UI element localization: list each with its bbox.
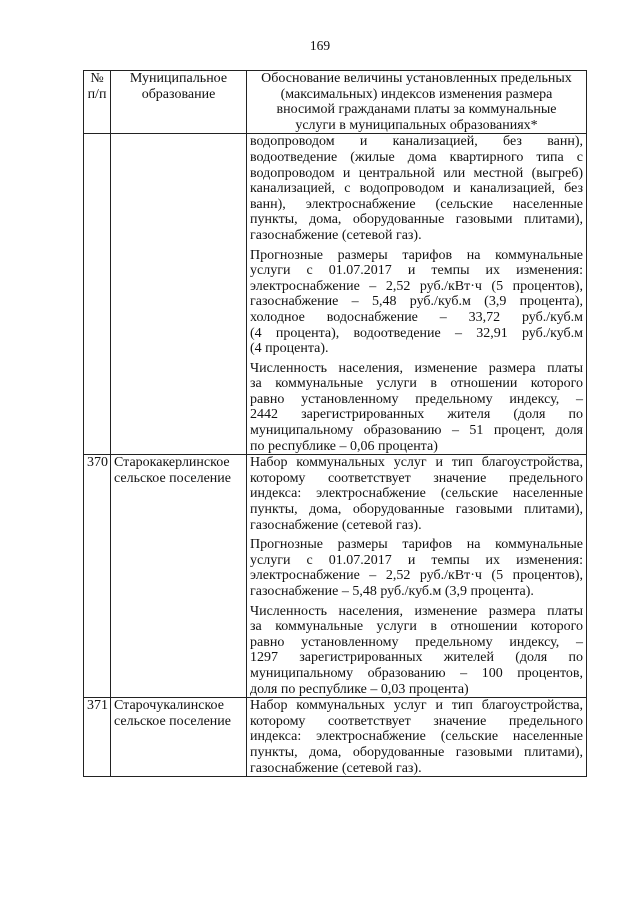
text-line: газоснабжение (сетевой газ).: [250, 517, 422, 533]
municipality-line: Старокакерлинское: [114, 455, 230, 471]
header-num-line-1: №: [90, 71, 104, 86]
text-line: 2442 зарегистрированных жителя (доля по: [250, 407, 583, 423]
table-body: [84, 134, 587, 777]
justification-paragraph: [250, 698, 583, 776]
text-line: электроснабжение – 2,52 руб./кВт·ч (5 процентов),: [250, 568, 583, 584]
header-num: [84, 71, 111, 134]
header-municipality: [111, 71, 247, 134]
justification-text: [247, 134, 587, 455]
page-number: 169: [309, 38, 331, 53]
municipality-name: [111, 698, 247, 777]
text-line: которому соответствует значение предельного: [250, 470, 583, 486]
text-line: индекса: электроснабжение (сельские населенные: [250, 729, 583, 745]
justification-paragraph: [250, 134, 583, 243]
text-line: (4 процента).: [250, 341, 329, 357]
text-line: ванн), электроснабжение (сельские населенные: [250, 196, 583, 212]
header-municipality-line-1: Муниципальное: [129, 71, 228, 86]
text-line: газоснабжение (сетевой газ).: [250, 760, 422, 776]
text-line: холодное водоснабжение – 33,72 руб./куб.м: [250, 309, 583, 325]
text-line: водопроводом и центральной или местной (выгреб): [250, 165, 583, 181]
text-line: водоотведение (жилые дома квартирного типа с: [250, 149, 583, 165]
text-line: Численность населения, изменение размера платы: [250, 360, 583, 376]
text-line: (4 процента), водоотведение – 32,91 руб./куб.м: [250, 325, 583, 341]
text-line: Набор коммунальных услуг и тип благоустройства,: [250, 455, 583, 471]
text-line: газоснабжение – 5,48 руб./куб.м (3,9 процента).: [250, 584, 534, 599]
table-row: [84, 455, 587, 698]
municipality-line: сельское поселение: [114, 470, 231, 486]
text-line: Набор коммунальных услуг и тип благоустройства,: [250, 698, 583, 714]
header-justification: [247, 71, 587, 134]
text-line: пункты, дома, оборудованные газовыми плитами),: [250, 212, 583, 228]
text-line: Численность населения, изменение размера платы: [250, 603, 583, 619]
header-justification-line-4: услуги в муниципальных образованиях*: [295, 117, 538, 133]
text-line: за коммунальные услуги в отношении которого: [250, 619, 583, 635]
text-line: Прогнозные размеры тарифов на коммунальные: [250, 537, 583, 553]
header-num-line-2: п/п: [87, 86, 107, 102]
text-line: по республике – 0,06 процента): [250, 438, 438, 454]
municipality-name: [111, 134, 247, 455]
text-line: муниципальному образованию – 51 процент, доля: [250, 423, 583, 439]
justification-text: [247, 455, 587, 698]
text-line: равно установленному предельному индексу, –: [250, 391, 583, 407]
text-line: муниципальному образованию – 100 процентов,: [250, 665, 583, 681]
text-line: газоснабжение – 5,48 руб./куб.м (3,9 процента),: [250, 294, 583, 310]
text-line: пункты, дома, оборудованные газовыми плитами),: [250, 502, 583, 518]
tariff-index-table: [83, 70, 587, 777]
text-line: равно установленному предельному индексу, –: [250, 634, 583, 650]
header-justification-line-3: вносимой гражданами платы за коммунальные: [276, 102, 557, 118]
justification-paragraph: [250, 455, 583, 533]
justification-paragraph: [250, 361, 583, 455]
text-line: 1297 зарегистрированных жителей (доля по: [250, 650, 583, 666]
justification-paragraph: [250, 248, 583, 357]
table-header-row: [84, 71, 587, 134]
text-line: услуги с 01.07.2017 и темпы их изменения:: [250, 552, 583, 568]
text-line: Прогнозные размеры тарифов на коммунальные: [250, 247, 583, 263]
justification-text: [247, 698, 587, 777]
text-line: за коммунальные услуги в отношении которого: [250, 376, 583, 392]
text-line: индекса: электроснабжение (сельские населенные: [250, 486, 583, 502]
header-municipality-line-2: образование: [141, 86, 216, 102]
justification-paragraph: [250, 537, 583, 599]
table-row: [84, 698, 587, 777]
municipality-line: сельское поселение: [114, 713, 231, 729]
municipality-name: [111, 455, 247, 698]
row-number: [84, 134, 111, 455]
header-justification-line-1: Обоснование величины установленных предельных: [261, 71, 572, 86]
text-line: канализацией, с водопроводом и канализацией, без: [250, 181, 583, 197]
justification-paragraph: [250, 604, 583, 698]
text-line: доля по республике – 0,03 процента): [250, 681, 469, 697]
table-row: [84, 134, 587, 455]
municipality-line: Старочукалинское: [114, 698, 224, 714]
text-line: услуги с 01.07.2017 и темпы их изменения:: [250, 263, 583, 279]
row-number: 371: [84, 698, 111, 777]
text-line: пункты, дома, оборудованные газовыми плитами),: [250, 744, 583, 760]
text-line: электроснабжение – 2,52 руб./кВт·ч (5 процентов),: [250, 278, 583, 294]
text-line: водопроводом и канализацией, без ванн),: [250, 134, 583, 150]
header-justification-line-2: (максимальных) индексов изменения размера: [280, 86, 553, 102]
text-line: газоснабжение (сетевой газ).: [250, 227, 422, 243]
row-number: 370: [84, 455, 111, 698]
text-line: которому соответствует значение предельного: [250, 713, 583, 729]
